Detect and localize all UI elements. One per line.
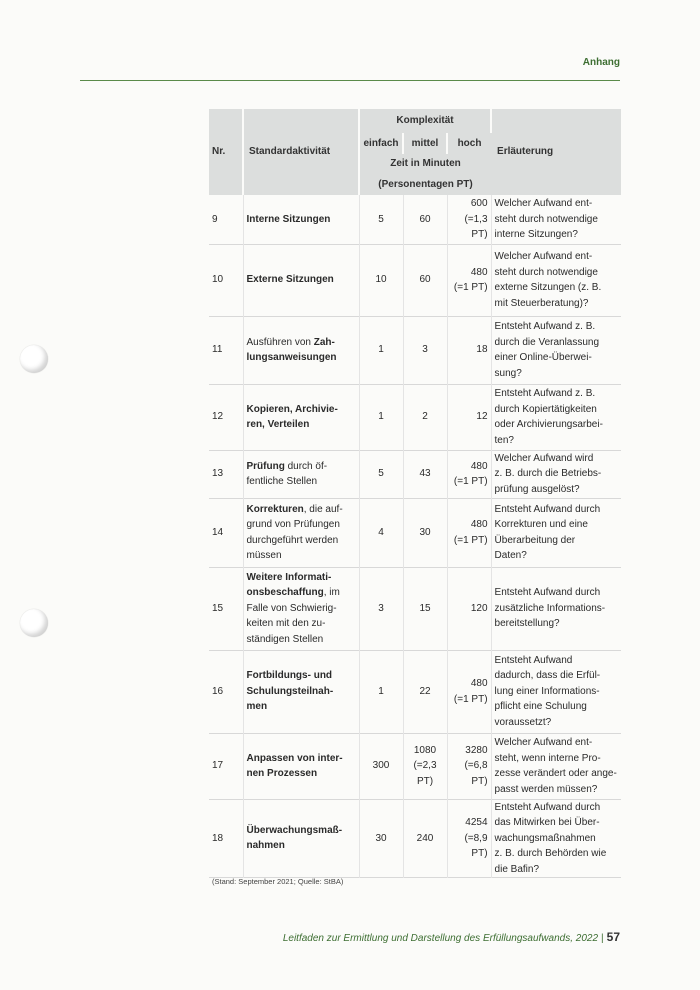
row-number: 9 bbox=[209, 195, 243, 244]
header-hoch: hoch bbox=[447, 133, 491, 154]
table-row bbox=[209, 244, 621, 316]
value-einfach: 300 bbox=[359, 733, 403, 799]
value-einfach: 3 bbox=[359, 567, 403, 650]
row-number: 17 bbox=[209, 733, 243, 799]
erlaeuterung-text: Entsteht Aufwand z. B. durch Kopiertätigkeiten oder Archivierungsarbei- ten? bbox=[494, 388, 603, 446]
value-hoch: 480 (=1 PT) bbox=[447, 450, 491, 498]
standard-activities-table bbox=[209, 109, 621, 878]
activity-label: Kopieren, Archivie- ren, Verteilen bbox=[243, 384, 359, 450]
value-einfach: 5 bbox=[359, 450, 403, 498]
value-mittel: 22 bbox=[403, 650, 447, 733]
value-mittel: 3 bbox=[403, 316, 447, 384]
table-row bbox=[209, 450, 621, 498]
header-mittel: mittel bbox=[403, 133, 447, 154]
row-number: 16 bbox=[209, 650, 243, 733]
footer-separator: | bbox=[601, 933, 604, 944]
value-mittel: 240 bbox=[403, 799, 447, 878]
value-einfach: 4 bbox=[359, 498, 403, 567]
header-komplexitaet: Komplexität bbox=[359, 109, 491, 133]
activity-label: Externe Sitzungen bbox=[243, 244, 359, 316]
table-row bbox=[209, 799, 621, 878]
row-number: 15 bbox=[209, 567, 243, 650]
value-hoch: 120 bbox=[447, 567, 491, 650]
row-number: 10 bbox=[209, 244, 243, 316]
value-mittel: 30 bbox=[403, 498, 447, 567]
value-einfach: 5 bbox=[359, 195, 403, 244]
table-row bbox=[209, 650, 621, 733]
value-hoch: 4254 (=8,9 PT) bbox=[447, 799, 491, 878]
erlaeuterung-text: Welcher Aufwand wird z. B. durch die Betriebs- prüfung ausgelöst? bbox=[494, 452, 602, 495]
source-note: (Stand: September 2021; Quelle: StBA) bbox=[212, 877, 344, 886]
header-divider bbox=[80, 80, 620, 81]
table-row bbox=[209, 733, 621, 799]
header-einfach: einfach bbox=[359, 133, 403, 154]
value-hoch: 3280 (=6,8 PT) bbox=[447, 733, 491, 799]
value-mittel: 60 bbox=[403, 244, 447, 316]
erlaeuterung-text: Entsteht Aufwand durch zusätzliche Informations- bereitstellung? bbox=[494, 587, 606, 630]
table-row bbox=[209, 498, 621, 567]
value-hoch: 18 bbox=[447, 316, 491, 384]
value-einfach: 30 bbox=[359, 799, 403, 878]
activity-label: Interne Sitzungen bbox=[243, 195, 359, 244]
punch-hole bbox=[20, 609, 48, 637]
row-number: 12 bbox=[209, 384, 243, 450]
activity-label: Überwachungsmaß- nahmen bbox=[243, 799, 359, 878]
table-row bbox=[209, 567, 621, 650]
value-einfach: 1 bbox=[359, 384, 403, 450]
page-number: 57 bbox=[606, 930, 620, 944]
erlaeuterung-text: Welcher Aufwand ent- steht durch notwendige externe Sitzungen (z. B. mit Steuerberatung)? bbox=[494, 251, 602, 309]
erlaeuterung-text: Entsteht Aufwand durch Korrekturen und eine Überarbeitung der Daten? bbox=[494, 503, 601, 561]
table-row bbox=[209, 384, 621, 450]
erlaeuterung-text: Welcher Aufwand ent- steht, wenn interne Pro- zesse verändert oder ange- passt werden müssen? bbox=[494, 737, 617, 795]
header-standardaktivitaet: Standardaktivität bbox=[243, 109, 359, 195]
value-hoch: 12 bbox=[447, 384, 491, 450]
page-footer bbox=[283, 930, 620, 944]
value-einfach: 10 bbox=[359, 244, 403, 316]
activity-label: Ausführen von Zah- lungsanweisungen bbox=[243, 316, 359, 384]
activity-label: Korrekturen, die auf- grund von Prüfungen durchgeführt werden müssen bbox=[243, 498, 359, 567]
punch-hole bbox=[20, 345, 48, 373]
value-mittel: 15 bbox=[403, 567, 447, 650]
erlaeuterung-text: Entsteht Aufwand durch das Mitwirken bei Über- wachungsmaßnahmen z. B. durch Behörden wie die Bafin? bbox=[494, 801, 607, 875]
table-row bbox=[209, 195, 621, 244]
header-zeit-in-minuten: Zeit in Minuten bbox=[359, 154, 491, 174]
value-mittel: 2 bbox=[403, 384, 447, 450]
value-mittel: 60 bbox=[403, 195, 447, 244]
value-einfach: 1 bbox=[359, 650, 403, 733]
activity-label: Prüfung durch öf- fentliche Stellen bbox=[243, 450, 359, 498]
value-mittel: 43 bbox=[403, 450, 447, 498]
row-number: 14 bbox=[209, 498, 243, 567]
value-mittel: 1080 (=2,3 PT) bbox=[403, 733, 447, 799]
activity-label: Anpassen von inter- nen Prozessen bbox=[243, 733, 359, 799]
row-number: 18 bbox=[209, 799, 243, 878]
header-erlaeuterung: Erläuterung bbox=[491, 109, 621, 195]
row-number: 13 bbox=[209, 450, 243, 498]
header-personentage: (Personentagen PT) bbox=[359, 174, 491, 195]
value-hoch: 480 (=1 PT) bbox=[447, 650, 491, 733]
erlaeuterung-text: Entsteht Aufwand dadurch, dass die Erfül- lung einer Informations- pflicht eine Schulung voraussetzt? bbox=[494, 654, 601, 728]
header-nr: Nr. bbox=[209, 109, 243, 195]
value-hoch: 600 (=1,3 PT) bbox=[447, 195, 491, 244]
footer-title: Leitfaden zur Ermittlung und Darstellung des Erfüllungsaufwands, 2022 bbox=[282, 933, 599, 944]
activity-label: Weitere Informati- onsbeschaffung, im Falle von Schwierig- keiten mit den zu- ständigen Stellen bbox=[243, 567, 359, 650]
erlaeuterung-text: Entsteht Aufwand z. B. durch die Veranlassung einer Online-Überwei- sung? bbox=[494, 321, 600, 379]
table-row bbox=[209, 316, 621, 384]
section-label: Anhang bbox=[582, 57, 620, 68]
value-hoch: 480 (=1 PT) bbox=[447, 498, 491, 567]
erlaeuterung-text: Welcher Aufwand ent- steht durch notwendige interne Sitzungen? bbox=[494, 198, 598, 240]
activity-label: Fortbildungs- und Schulungsteilnah- men bbox=[243, 650, 359, 733]
value-hoch: 480 (=1 PT) bbox=[447, 244, 491, 316]
row-number: 11 bbox=[209, 316, 243, 384]
value-einfach: 1 bbox=[359, 316, 403, 384]
